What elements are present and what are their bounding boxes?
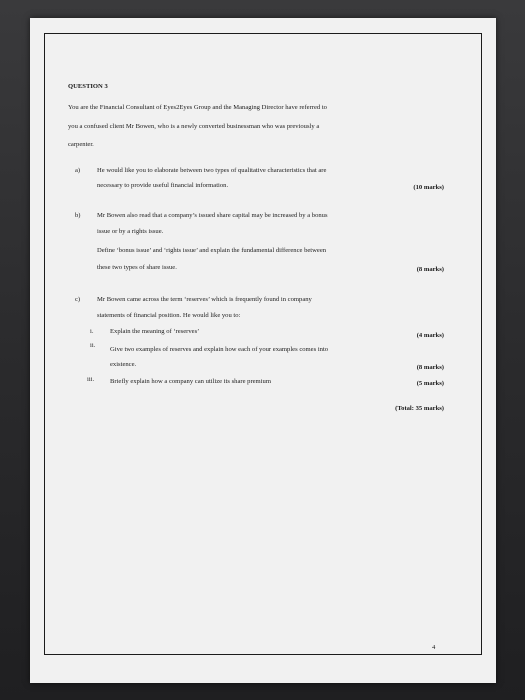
- part-c-ii-label: ii.: [90, 342, 96, 349]
- part-c-ii-line-2: existence.: [110, 361, 137, 368]
- part-c-i-label: i.: [90, 328, 94, 335]
- part-b-label: b): [75, 212, 81, 219]
- intro-line-1: You are the Financial Consultant of Eyes2Eyes Group and the Managing Director have referred to: [68, 104, 327, 111]
- part-b-line-3: Define ‘bonus issue’ and ‘rights issue’ and explain the fundamental difference between: [97, 247, 327, 254]
- part-c-i-marks: (4 marks): [416, 332, 444, 339]
- part-c-line-2: statements of financial position. He would like you to:: [97, 312, 241, 319]
- part-b-line-2: issue or by a rights issue.: [97, 228, 164, 235]
- part-a-label: a): [75, 167, 81, 174]
- part-c-label: c): [75, 296, 81, 303]
- part-c-iii-line-1: Briefly explain how a company can utilize its share premium: [110, 378, 271, 385]
- part-c-ii-line-1: Give two examples of reserves and explain how each of your examples comes into: [110, 346, 329, 353]
- part-c-i-line-1: Explain the meaning of ‘reserves’: [110, 328, 200, 335]
- part-b-line-1: Mr Bowen also read that a company’s issued share capital may be increased by a bonus: [97, 212, 328, 219]
- total-marks: (Total: 35 marks): [395, 405, 444, 412]
- page-number: 4: [432, 644, 436, 651]
- intro-line-2: you a confused client Mr Bowen, who is a newly converted businessman who was previously a: [68, 123, 320, 130]
- part-a-marks: (10 marks): [413, 184, 444, 191]
- question-heading: QUESTION 3: [68, 83, 108, 90]
- part-c-iii-marks: (5 marks): [416, 380, 444, 387]
- intro-line-3: carpenter.: [68, 141, 94, 148]
- part-a-line-2: necessary to provide useful financial information.: [97, 182, 229, 189]
- part-c-iii-label: iii.: [87, 376, 95, 383]
- exam-paper: [30, 18, 496, 683]
- part-b-line-4: these two types of share issue.: [97, 264, 177, 271]
- part-a-line-1: He would like you to elaborate between two types of qualitative characteristics that are: [97, 167, 327, 174]
- part-c-ii-marks: (8 marks): [416, 364, 444, 371]
- part-c-line-1: Mr Bowen came across the term ‘reserves’ which is frequently found in company: [97, 296, 312, 303]
- part-b-marks: (8 marks): [416, 266, 444, 273]
